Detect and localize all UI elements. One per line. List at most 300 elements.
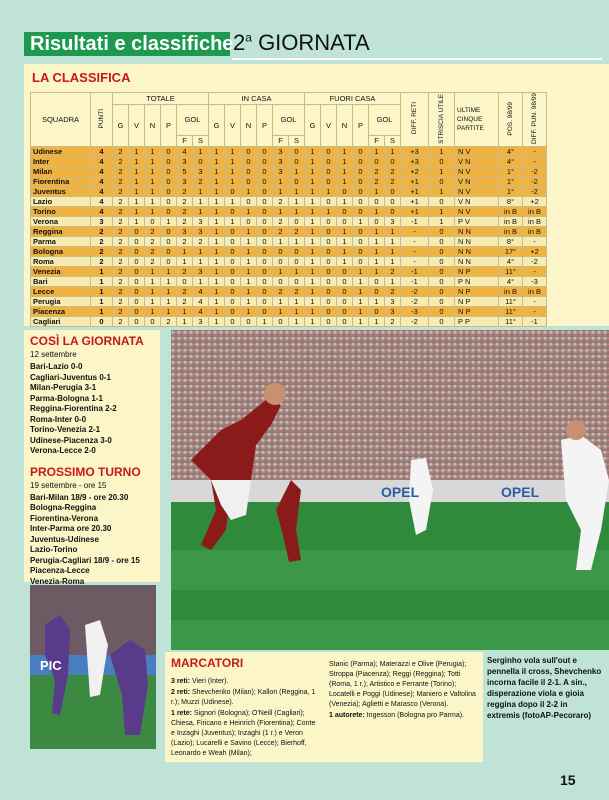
cell-g: 2 [113,216,129,226]
cell-hn: 1 [241,236,257,246]
cell-ult: N P [455,306,499,316]
cell-hg: 1 [209,196,225,206]
cell-p: 0 [161,146,177,156]
cell-hp: 0 [257,176,273,186]
cell-hs: 1 [289,306,305,316]
cell-av: 1 [321,206,337,216]
cell-s: 0 [193,156,209,166]
cell-hf: 0 [273,316,289,326]
cell-dp: -2 [523,166,547,176]
cell-hv: 0 [225,296,241,306]
cell-av: 0 [321,266,337,276]
cell-hp: 0 [257,286,273,296]
cell-an: 1 [337,236,353,246]
giornata-title: COSÌ LA GIORNATA [30,334,144,348]
cell-av: 0 [321,176,337,186]
cell-f: 1 [177,246,193,256]
scorer-text: Shevchenko (Milan); Kallon (Reggina, 1 r.); Muzzi (Udinese). [171,689,316,706]
cell-hp: 0 [257,206,273,216]
cell-as: 1 [385,236,401,246]
cell-pos: 11° [499,306,523,316]
cell-hf: 1 [273,186,289,196]
cell-f: 1 [177,306,193,316]
cell-f: 3 [177,226,193,236]
scorer-text: Signori (Bologna); O'Neill (Cagliari); Chiesa, Firicano e Heinrich (Fiorentina); Conte e Inzaghi (Juventus); Inzaghi (1 r.) e Veron (Lazio); Lucarelli e Savino (Lecce); Bierhoff, Leonardo e Weah (Milan); [171,710,316,757]
cell-v: 0 [129,306,145,316]
cell-pt: 3 [91,216,113,226]
cell-ult: N N [455,226,499,236]
cell-g: 2 [113,156,129,166]
cell-hp: 0 [257,216,273,226]
scorer-text: Stanic (Parma); Materazzi e Olive (Perugia); Stroppa (Piacenza); Reggi (Reggina); Totti (Roma, 1 r.); Artistico e Ferrante (Torino); Locatelli e Poggi (Udinese); Maniero e Valtolina (Venezia); Aglietti e Marasco (Verona). [329,661,476,708]
col-v: V [225,105,241,147]
cell-av: 0 [321,306,337,316]
cell-p: 1 [161,306,177,316]
cell-an: 1 [337,146,353,156]
cell-hp: 0 [257,236,273,246]
cell-hv: 1 [225,166,241,176]
team-name: Piacenza [31,306,91,316]
table-row [31,226,547,236]
cell-hg: 1 [209,206,225,216]
cell-hv: 0 [225,226,241,236]
cell-hn: 1 [241,246,257,256]
cell-s: 1 [193,196,209,206]
cell-n: 2 [145,236,161,246]
cell-hp: 0 [257,256,273,266]
match-item: Fiorentina-Verona [30,513,99,523]
cell-str: 0 [429,156,455,166]
cell-ult: N N [455,256,499,266]
cell-hs: 0 [289,146,305,156]
cell-p: 1 [161,296,177,306]
team-name: Torino [31,206,91,216]
cell-diff: -1 [401,276,429,286]
col-gol: GOL [273,105,305,136]
cell-pos: in B [499,226,523,236]
cell-hs: 0 [289,216,305,226]
col-header-diff: DIFF. RETI [401,93,429,147]
team-name: Bari [31,276,91,286]
cell-hp: 1 [257,316,273,326]
cell-dp: +2 [523,196,547,206]
cell-dp: - [523,266,547,276]
cell-as: 0 [385,156,401,166]
cell-af: 0 [369,276,385,286]
cell-diff: +1 [401,176,429,186]
cell-dp: in B [523,286,547,296]
cell-hf: 1 [273,296,289,306]
cell-hf: 0 [273,246,289,256]
cell-hp: 0 [257,186,273,196]
cell-hv: 0 [225,246,241,256]
col-p: P [353,105,369,147]
cell-diff: +3 [401,146,429,156]
cell-as: 0 [385,206,401,216]
cell-hn: 1 [241,256,257,266]
col-f: F [369,135,385,146]
col-s: S [385,135,401,146]
cell-s: 1 [193,276,209,286]
cell-af: 0 [369,196,385,206]
cell-p: 1 [161,276,177,286]
table-row [31,286,547,296]
cell-ag: 1 [305,226,321,236]
table-row [31,166,547,176]
cell-an: 0 [337,276,353,286]
cell-n: 1 [145,176,161,186]
scorer-entry [329,660,477,710]
match-item: Roma-Inter 0-0 [30,414,87,424]
cell-f: 2 [177,216,193,226]
cell-hs: 1 [289,206,305,216]
cell-p: 1 [161,216,177,226]
standings-panel [24,64,609,326]
cell-n: 1 [145,206,161,216]
cell-v: 0 [129,296,145,306]
cell-pos: in B [499,216,523,226]
cell-hp: 0 [257,166,273,176]
cell-str: 0 [429,296,455,306]
col-s: S [193,135,209,146]
cell-n: 1 [145,286,161,296]
cell-str: 0 [429,276,455,286]
team-name: Udinese [31,146,91,156]
cell-an: 1 [337,156,353,166]
cell-diff: -1 [401,266,429,276]
cell-ap: 1 [353,306,369,316]
section-title: Risultati e classifiche [24,32,230,56]
col-header-striscia: STRISCIA UTILE [429,93,455,147]
team-name: Bologna [31,246,91,256]
cell-ap: 1 [353,216,369,226]
cell-p: 0 [161,226,177,236]
cell-g: 2 [113,286,129,296]
cell-str: 0 [429,226,455,236]
sponsor-banner: OPEL [381,484,420,500]
team-name: Perugia [31,296,91,306]
scorers-title: MARCATORI [171,656,244,670]
cell-p: 0 [161,196,177,206]
cell-s: 3 [193,216,209,226]
cell-ap: 0 [353,196,369,206]
cell-ult: P P [455,316,499,326]
cell-hn: 0 [241,146,257,156]
cell-n: 1 [145,296,161,306]
col-header-squadra: SQUADRA [31,93,91,147]
cell-hv: 0 [225,286,241,296]
cell-str: 0 [429,266,455,276]
cell-dp: -2 [523,176,547,186]
cell-s: 3 [193,266,209,276]
cell-hg: 1 [209,286,225,296]
cell-ag: 1 [305,306,321,316]
photo-caption: Serginho vola sull'out e pennella il cross, Shevchenko incorna facile il 2-1. A sin., disperazione viola e gioia reggina dopo il 2-2 in extremis (fotoAP-Pecoraro) [487,656,602,720]
cell-hp: 0 [257,146,273,156]
cell-s: 2 [193,176,209,186]
scorer-label: 1 autorete: [329,712,365,719]
cell-pt: 4 [91,166,113,176]
cell-as: 1 [385,146,401,156]
cell-v: 1 [129,146,145,156]
cell-af: 1 [369,206,385,216]
cell-dp: - [523,236,547,246]
match-item: Bari-Lazio 0-0 [30,362,83,371]
cell-pos: 1° [499,166,523,176]
cell-s: 1 [193,146,209,156]
cell-hf: 1 [273,206,289,216]
cell-dp: -2 [523,256,547,266]
cell-g: 2 [113,176,129,186]
cell-ap: 0 [353,176,369,186]
cell-an: 0 [337,316,353,326]
cell-ult: P V [455,216,499,226]
cell-hv: 1 [225,176,241,186]
cell-an: 0 [337,286,353,296]
cell-g: 2 [113,206,129,216]
cell-af: 0 [369,156,385,166]
cell-hg: 1 [209,256,225,266]
cell-hs: 0 [289,256,305,266]
cell-str: 0 [429,176,455,186]
team-name: Lecce [31,286,91,296]
cell-ult: N V [455,206,499,216]
col-s: S [289,135,305,146]
col-g: G [209,105,225,147]
cell-g: 2 [113,276,129,286]
cell-as: 1 [385,226,401,236]
scorer-entry [171,677,319,687]
cell-hn: 1 [241,306,257,316]
cell-str: 0 [429,246,455,256]
cell-v: 0 [129,276,145,286]
table-row [31,296,547,306]
cell-as: 0 [385,186,401,196]
cell-hn: 0 [241,166,257,176]
cell-s: 2 [193,236,209,246]
cell-dp: - [523,156,547,166]
cell-pos: in B [499,206,523,216]
cell-ult: V N [455,156,499,166]
cell-s: 4 [193,286,209,296]
cell-hs: 0 [289,176,305,186]
cell-hn: 0 [241,156,257,166]
cell-p: 0 [161,246,177,256]
sponsor-banner: OPEL [501,484,540,500]
cell-str: 1 [429,186,455,196]
cell-str: 0 [429,316,455,326]
cell-s: 1 [193,206,209,216]
cell-ag: 1 [305,176,321,186]
cell-v: 1 [129,216,145,226]
cell-ag: 1 [305,276,321,286]
col-header-diffpun: DIFF. PUN. 98/99 [523,93,547,147]
cell-ag: 1 [305,156,321,166]
match-item: Udinese-Piacenza 3-0 [30,435,112,445]
cell-dp: - [523,296,547,306]
cell-hs: 1 [289,266,305,276]
cell-ult: V N [455,176,499,186]
cell-g: 2 [113,316,129,326]
giornata-date: 12 settembre [30,350,77,359]
cell-v: 1 [129,166,145,176]
cell-ag: 1 [305,186,321,196]
cell-pt: 4 [91,146,113,156]
cell-n: 1 [145,196,161,206]
cell-hf: 3 [273,146,289,156]
cell-pos: 4° [499,156,523,166]
cell-pt: 4 [91,196,113,206]
cell-pt: 4 [91,156,113,166]
cell-af: 1 [369,256,385,266]
cell-ap: 0 [353,236,369,246]
cell-as: 3 [385,306,401,316]
cell-dp: in B [523,226,547,236]
team-name: Inter [31,156,91,166]
team-name: Venezia [31,266,91,276]
cell-hs: 1 [289,196,305,206]
cell-hg: 1 [209,166,225,176]
col-v: V [321,105,337,147]
cell-ult: N P [455,286,499,296]
match-item: Lazio-Torino [30,545,78,554]
cell-hs: 1 [289,296,305,306]
round-title: 2$^a$ GIORNATA [233,30,370,55]
cell-ap: 0 [353,226,369,236]
team-name: Fiorentina [31,176,91,186]
cell-af: 1 [369,296,385,306]
cell-p: 1 [161,286,177,296]
cell-g: 2 [113,296,129,306]
cell-av: 0 [321,276,337,286]
scorers-panel [165,652,483,762]
table-row [31,156,547,166]
cell-g: 2 [113,306,129,316]
cell-g: 2 [113,226,129,236]
scorer-label: 3 reti: [171,678,191,685]
cell-hv: 0 [225,236,241,246]
match-item: Verona-Lecce 2-0 [30,446,96,455]
cell-hv: 0 [225,306,241,316]
cell-as: 1 [385,246,401,256]
team-name: Juventus [31,186,91,196]
cell-af: 2 [369,166,385,176]
team-name: Roma [31,256,91,266]
cell-dp: +2 [523,246,547,256]
cell-ap: 1 [353,316,369,326]
cell-diff: -3 [401,306,429,316]
match-item: Inter-Parma ore 20.30 [30,524,112,533]
cell-ag: 1 [305,246,321,256]
scorer-entry [171,688,319,708]
cell-g: 2 [113,246,129,256]
cell-an: 1 [337,196,353,206]
cell-av: 0 [321,156,337,166]
table-row [31,206,547,216]
standings-table [30,92,547,327]
cell-an: 1 [337,246,353,256]
cell-f: 2 [177,186,193,196]
cell-pos: 11° [499,296,523,306]
cell-ag: 1 [305,316,321,326]
cell-af: 1 [369,266,385,276]
cell-pos: 8° [499,236,523,246]
col-gol: GOL [177,105,209,136]
cell-ag: 1 [305,196,321,206]
cell-hf: 2 [273,286,289,296]
cell-an: 1 [337,226,353,236]
col-n: N [241,105,257,147]
small-photo [30,585,156,749]
cell-pos: 4° [499,146,523,156]
cell-diff: -2 [401,316,429,326]
cell-f: 2 [177,196,193,206]
cell-s: 4 [193,296,209,306]
cell-p: 2 [161,316,177,326]
main-photo [171,330,609,650]
col-n: N [337,105,353,147]
cell-hp: 0 [257,226,273,236]
cell-ag: 1 [305,216,321,226]
col-g: G [305,105,321,147]
page-header [0,28,609,60]
cell-diff: -2 [401,296,429,306]
cell-af: 1 [369,246,385,256]
col-header-total: TOTALE [113,93,209,105]
cell-ag: 1 [305,236,321,246]
cell-dp: - [523,306,547,316]
cell-av: 0 [321,246,337,256]
cell-hf: 1 [273,266,289,276]
cell-af: 1 [369,226,385,236]
scorer-label: 1 rete: [171,710,193,717]
cell-ult: N N [455,246,499,256]
cell-pos: 4° [499,276,523,286]
cell-diff: +3 [401,156,429,166]
col-p: P [161,105,177,147]
cell-hg: 1 [209,276,225,286]
team-name: Reggina [31,226,91,236]
cell-af: 1 [369,316,385,326]
cell-pt: 4 [91,176,113,186]
cell-f: 2 [177,266,193,276]
cell-ap: 1 [353,276,369,286]
cell-f: 5 [177,166,193,176]
cell-hp: 0 [257,306,273,316]
table-row [31,196,547,206]
cell-hf: 1 [273,236,289,246]
cell-as: 2 [385,316,401,326]
cell-hv: 0 [225,206,241,216]
cell-hg: 1 [209,186,225,196]
cell-dp: -3 [523,276,547,286]
cell-ap: 1 [353,286,369,296]
cell-pt: 2 [91,246,113,256]
cell-str: 1 [429,206,455,216]
cell-ult: N P [455,266,499,276]
match-item: Torino-Venezia 2-1 [30,425,101,434]
cell-hg: 1 [209,296,225,306]
cell-av: 0 [321,146,337,156]
cell-v: 0 [129,226,145,236]
cell-s: 1 [193,186,209,196]
cell-pt: 2 [91,226,113,236]
cell-pos: 11° [499,266,523,276]
cell-v: 1 [129,206,145,216]
cell-v: 0 [129,236,145,246]
cell-af: 2 [369,176,385,186]
cell-hv: 0 [225,186,241,196]
